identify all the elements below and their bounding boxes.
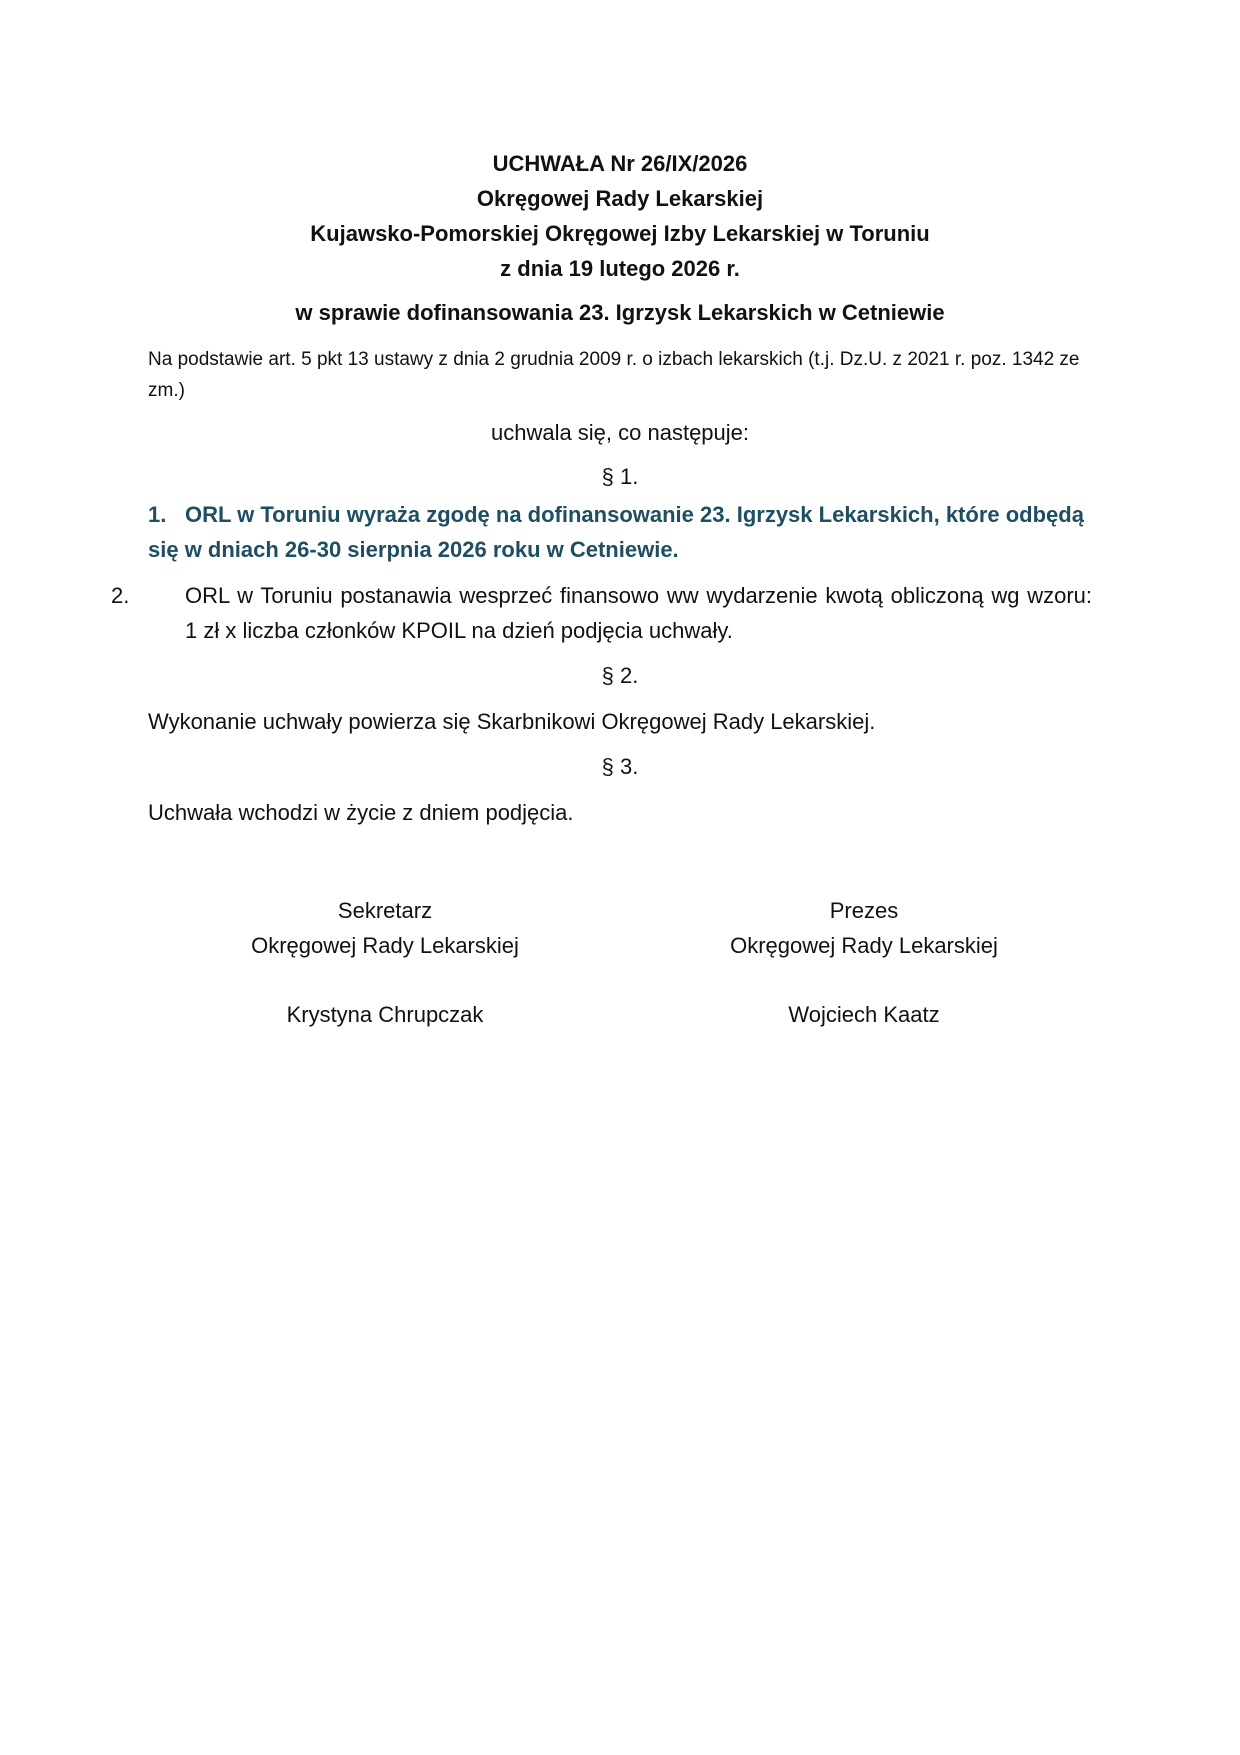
resolution-date: z dnia 19 lutego 2026 r. — [500, 256, 740, 281]
item-number: 2. — [111, 583, 130, 608]
signature-body: Okręgowej Rady Lekarskiej — [251, 933, 519, 958]
section-3-text: Uchwała wchodzi w życie z dniem podjęcia. — [148, 800, 574, 825]
council-name: Okręgowej Rady Lekarskiej — [476, 186, 764, 211]
section-2-heading: § 2. — [601, 663, 639, 688]
signature-president — [654, 893, 1074, 1032]
section-1-item-2 — [111, 578, 1092, 648]
signature-role: Prezes — [829, 898, 899, 923]
resolution-header — [148, 146, 1092, 286]
legal-basis: Na podstawie art. 5 pkt 13 ustawy z dnia 2 grudnia 2009 r. o izbach lekarskich (t.j. Dz.U. z 2021 r. poz. 1342 ze zm.) — [148, 349, 1080, 401]
section-1-heading: § 1. — [601, 464, 639, 489]
section-1-item-1 — [148, 497, 1092, 567]
chamber-name: Kujawsko-Pomorskiej Okręgowej Izby Lekarskiej w Toruniu — [310, 221, 930, 246]
signature-role: Sekretarz — [337, 898, 433, 923]
item-text: ORL w Toruniu postanawia wesprzeć finansowo ww wydarzenie kwotą obliczoną wg wzoru: 1 zł x liczba członków KPOIL na dzień podjęcia uchwały. — [185, 583, 1092, 643]
signature-name: Wojciech Kaatz — [788, 1002, 940, 1027]
item-number: 1. — [148, 502, 167, 527]
signature-body: Okręgowej Rady Lekarskiej — [730, 933, 998, 958]
resolves-clause: uchwala się, co następuje: — [490, 420, 750, 445]
item-text: ORL w Toruniu wyraża zgodę na dofinansowanie 23. Igrzysk Lekarskich, które odbędą się w dniach 26-30 sierpnia 2026 roku w Cetniewie. — [148, 502, 1084, 562]
section-3-heading: § 3. — [601, 754, 639, 779]
signature-name: Krystyna Chrupczak — [286, 1002, 484, 1027]
resolution-subject: w sprawie dofinansowania 23. Igrzysk Lekarskich w Cetniewie — [295, 300, 945, 325]
signature-secretary — [175, 893, 595, 1032]
section-2-text: Wykonanie uchwały powierza się Skarbnikowi Okręgowej Rady Lekarskiej. — [148, 709, 876, 734]
resolution-number: UCHWAŁA Nr 26/IX/2026 — [492, 151, 748, 176]
